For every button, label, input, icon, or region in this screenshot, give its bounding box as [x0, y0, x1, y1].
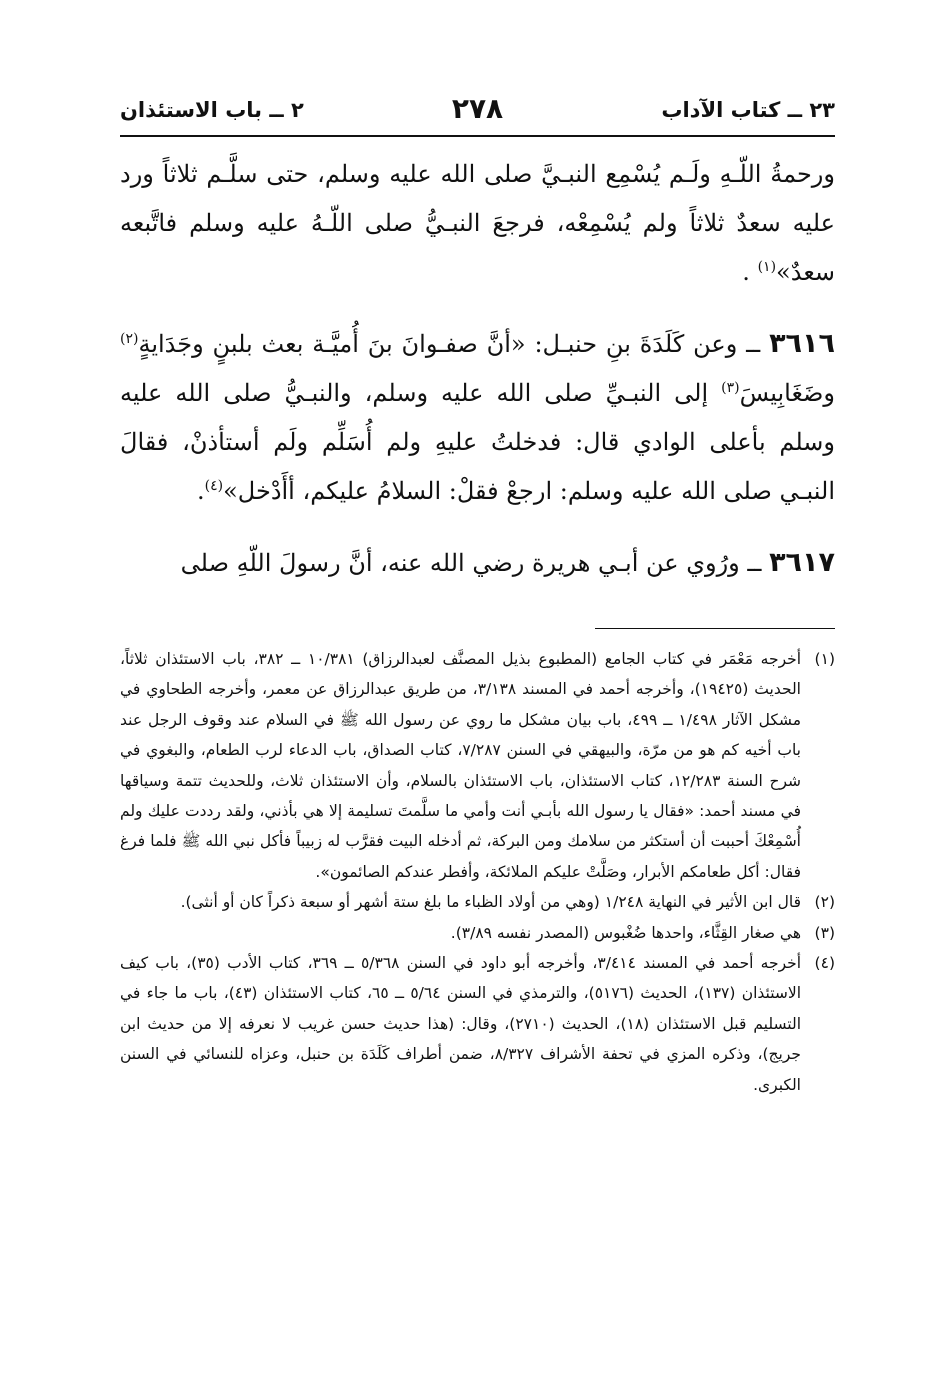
- continuation-end: .: [742, 258, 758, 286]
- header-divider: [120, 135, 835, 137]
- continuation-text: ورحمةُ اللّـهِ ولَـم يُسْمِع النبـيَّ صلى الله عليه وسلم، حتى سلَّـم ثلاثاً ورد عليه سعدٌ ثلاثاً ولم يُسْمِعْه، فرجعَ النبـيُّ صلى اللّـهُ عليه وسلم فاتَّبعه سعدٌ»: [120, 160, 835, 286]
- hadith-end: .: [197, 477, 205, 505]
- footnote: [120, 948, 835, 1100]
- main-text: [120, 150, 835, 588]
- continuation-paragraph: [120, 150, 835, 297]
- footnote-ref: (٤): [204, 478, 224, 494]
- footnote-text: أخرجه أحمد في المسند ٣/٤١٤، وأخرجه أبو داود في السنن ٥/٣٦٨ ــ ٣٦٩، كتاب الأدب (٣٥)، باب كيف الاستئذان (١٣٧)، الحديث (٥١٧٦)، والترمذي في السنن ٥/٦٤ ــ ٦٥، كتاب الاستئذان (٤٣)، باب ما جاء في التسليم قبل الاستئذان (١٨)، الحديث (٢٧١٠)، وقال: (هذا حديث حسن غريب لا نعرفه إلا من حديث ابن جريج)، وذكره المزي في تحفة الأشراف ٨/٣٢٧، ضمن أطراف كَلَدَة بن حنبل، وعزاه للنسائي في السنن الكبرى.: [120, 954, 802, 1094]
- footnote-marker: (٢): [814, 893, 835, 912]
- hadith-text: وضَغَابِيسَ: [739, 379, 835, 407]
- footnotes: [120, 644, 835, 1100]
- hadith-3617: [120, 538, 835, 588]
- book-title: ٢٣ ــ كتاب الآداب: [661, 98, 835, 122]
- footnote-marker: (١): [814, 650, 835, 668]
- footnote-text: أخرجه مَعْمَر في كتاب الجامع (المطبوع بذيل المصنَّف لعبدالرزاق) ١٠/٣٨١ ــ ٣٨٢، باب الاستئذان ثلاثاً، الحديث (١٩٤٢٥)، وأخرجه أحمد في المسند ٣/١٣٨، من طريق عبدالرزاق عن معمر، وأخرجه الطحاوي في مشكل الآثار ١/٤٩٨ ــ ٤٩٩، باب بيان مشكل ما روي عن رسول الله ﷺ في السلام عند وقوف الرجل عند باب أخيه كم هو من مرّة، والبيهقي في السنن ٧/٢٨٧، كتاب الصداق، باب الدعاء لرب الطعام، والبغوي في شرح السنة ١٢/٢٨٣، كتاب الاستئذان، باب الاستئذان بالسلام، وأن الاستئذان ثلاث، وللحديث تتمة وسياقها في مسند أحمد: «فقال يا رسول الله بأبـي أنت وأمي ما سلَّمتَ تسليمة إلا هي بأذني، ولقد رددت عليك ولم أُسْمِعْكَ أحببت أن أستكثر من سلامك ومن البركة، ثم أدخله البيت فقرَّب له زبيباً فأكل نبي الله ﷺ فلما فرغ فقال: أكل طعامكم الأبرار، وصَلَّتْ عليكم الملائكة، وأفطر عندكم الصائمون».: [120, 650, 802, 881]
- running-header: [120, 92, 835, 132]
- footnote-text: قال ابن الأثير في النهاية ١/٢٤٨ (وهي من أولاد الظباء ما بلغ ستة أشهر أو سبعة ذكراً كان أو أنثى).: [180, 893, 801, 912]
- footnote-divider: [595, 628, 835, 629]
- footnote-ref: (٣): [721, 380, 740, 396]
- page-number: ٢٧٨: [451, 92, 504, 125]
- footnote: [120, 918, 835, 948]
- hadith-3616: [120, 319, 835, 516]
- hadith-text: ــ ورُوي عن أبـي هريرة رضي الله عنه، أنَّ رسولَ اللّهِ صلى: [180, 549, 770, 577]
- hadith-text: إلى النبـيِّ صلى الله عليه وسلم، والنبـيُّ صلى الله عليه وسلم بأعلى الوادي قال: فدخلتُ عليهِ ولم أُسَلِّم ولَم أستأذنْ، فقالَ النبـي صلى الله عليه وسلم: ارجعْ فقلْ: السلامُ عليكم، أأَدْخل»: [120, 379, 835, 505]
- hadith-text: ــ وعن كَلَدَةَ بنِ حنبـل: «أنَّ صفـوانَ بنَ أُميَّـة بعث بلبنٍ وجَدَايةٍ: [138, 330, 770, 358]
- chapter-title: ٢ ــ باب الاستئذان: [120, 98, 304, 122]
- hadith-number: ٣٦١٦: [769, 328, 835, 359]
- footnote-text: هي صغار القِثَّاء، واحدها ضُغْبوس (المصدر نفسه ٣/٨٩).: [450, 923, 801, 942]
- footnote-ref: (١): [757, 259, 777, 275]
- hadith-number: ٣٦١٧: [769, 547, 835, 578]
- footnote-ref: (٢): [120, 331, 139, 347]
- footnote-marker: (٣): [814, 923, 835, 942]
- footnote: [120, 887, 835, 917]
- footnote-marker: (٤): [814, 954, 835, 973]
- footnote: [120, 644, 835, 887]
